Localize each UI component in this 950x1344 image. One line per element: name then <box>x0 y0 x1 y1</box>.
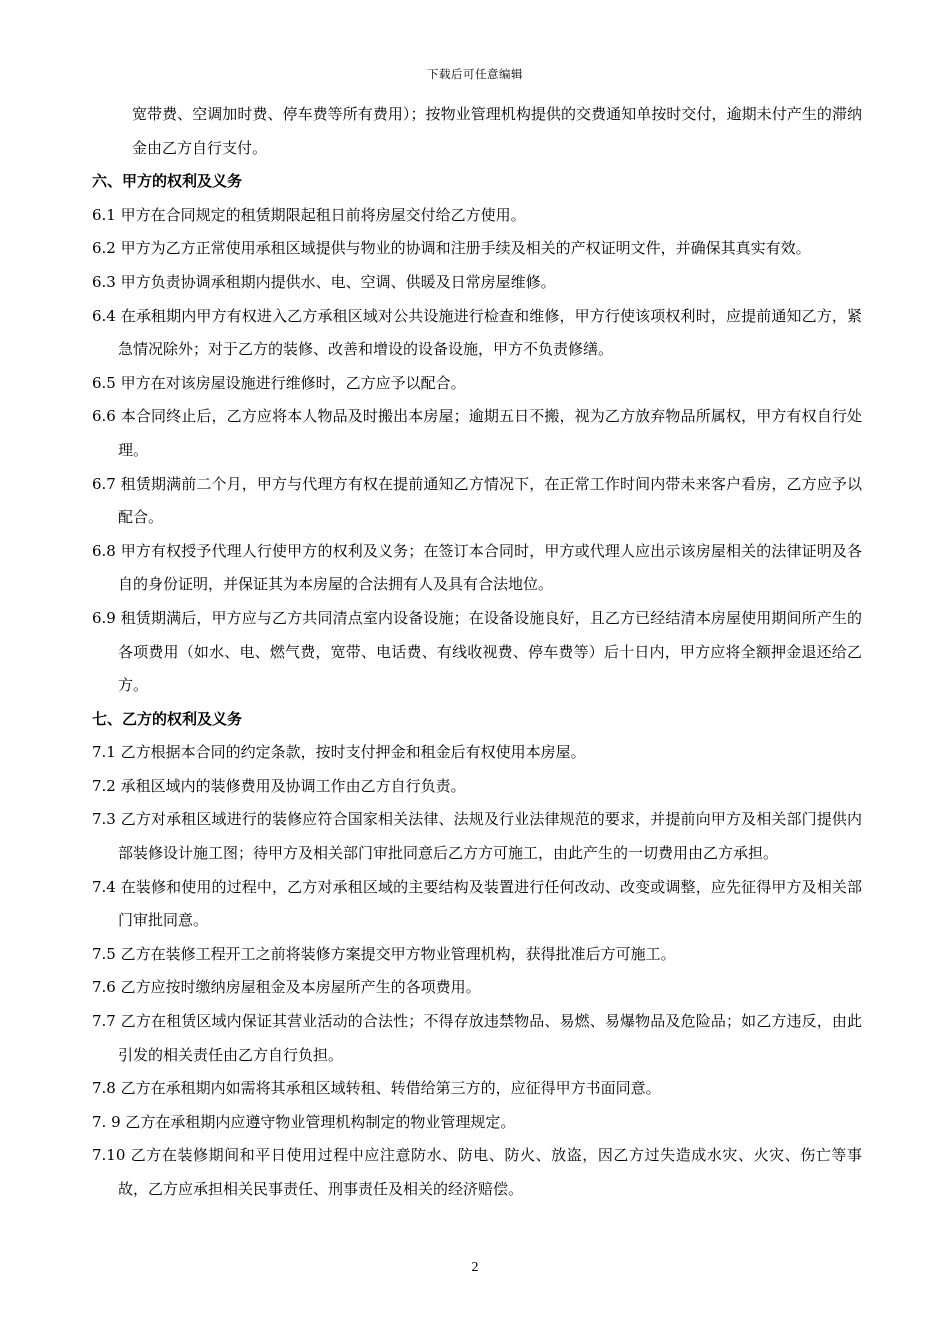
clause-7-6: 7.6 乙方应按时缴纳房屋租金及本房屋所产生的各项费用。 <box>92 978 481 997</box>
section-7-title: 七、乙方的权利及义务 <box>92 709 243 728</box>
clause-6-1: 6.1 甲方在合同规定的租赁期限起租日前将房屋交付给乙方使用。 <box>92 205 526 224</box>
clause-7-8: 7.8 乙方在承租期内如需将其承租区域转租、转借给第三方的，应征得甲方书面同意。 <box>92 1079 661 1098</box>
clause-6-9: 6.9 租赁期满后，甲方应与乙方共同清点室内设备设施；在设备设施良好，且乙方已经结清本房屋使用期间所产生的各项费用（如水、电、燃气费，宽带、电话费、有线收视费、停车费等）后十日内，甲方应将全额押金退还给乙方。 <box>92 608 862 695</box>
clause-7-3: 7.3 乙方对承租区域进行的装修应符合国家相关法律、法规及行业法律规范的要求，并提前向甲方及相关部门提供内部装修设计施工图；待甲方及相关部门审批同意后乙方方可施工，由此产生的一切费用由乙方承担。 <box>92 810 862 863</box>
section-6-title: 六、甲方的权利及义务 <box>92 172 243 191</box>
continuation-paragraph: 宽带费、空调加时费、停车费等所有费用）；按物业管理机构提供的交费通知单按时交付，逾期未付产生的滞纳金由乙方自行支付。 <box>132 105 862 157</box>
clause-7-10: 7.10 乙方在装修期间和平日使用过程中应注意防水、防电、防火、放盗，因乙方过失造成水灾、火灾、伤亡等事故，乙方应承担相关民事责任、刑事责任及相关的经济赔偿。 <box>92 1146 862 1198</box>
clause-7-2: 7.2 承租区域内的装修费用及协调工作由乙方自行负责。 <box>92 776 466 795</box>
clause-7-4: 7.4 在装修和使用的过程中，乙方对承租区域的主要结构及装置进行任何改动、改变或调整，应先征得甲方及相关部门审批同意。 <box>92 877 862 930</box>
clause-7-1: 7.1 乙方根据本合同的约定条款，按时支付押金和租金后有权使用本房屋。 <box>92 743 586 762</box>
clause-6-3: 6.3 甲方负责协调承租期内提供水、电、空调、供暖及日常房屋维修。 <box>92 272 556 291</box>
clause-6-6: 6.6 本合同终止后，乙方应将本人物品及时搬出本房屋；逾期五日不搬，视为乙方放弃物品所属权，甲方有权自行处理。 <box>92 407 862 459</box>
clause-7-7: 7.7 乙方在租赁区域内保证其营业活动的合法性；不得存放违禁物品、易燃、易爆物品及危险品；如乙方违反，由此引发的相关责任由乙方自行负担。 <box>92 1012 862 1064</box>
clause-7-5: 7.5 乙方在装修工程开工之前将装修方案提交甲方物业管理机构，获得批准后方可施工。 <box>92 944 676 963</box>
clause-6-4: 6.4 在承租期内甲方有权进入乙方承租区域对公共设施进行检查和维修，甲方行使该项权利时，应提前通知乙方，紧急情况除外；对于乙方的装修、改善和增设的设备设施，甲方不负责修缮。 <box>92 306 862 359</box>
clause-6-2: 6.2 甲方为乙方正常使用承租区域提供与物业的协调和注册手续及相关的产权证明文件，并确保其真实有效。 <box>92 239 811 258</box>
document-body <box>92 98 862 1207</box>
page-header: 下载后可任意编辑 <box>427 67 523 81</box>
clause-6-5: 6.5 甲方在对该房屋设施进行维修时，乙方应予以配合。 <box>92 373 466 392</box>
page-number: 2 <box>471 1260 479 1275</box>
clause-6-8: 6.8 甲方有权授予代理人行使甲方的权利及义务；在签订本合同时，甲方或代理人应出示该房屋相关的法律证明及各自的身份证明，并保证其为本房屋的合法拥有人及具有合法地位。 <box>92 541 862 594</box>
clause-6-7: 6.7 租赁期满前二个月，甲方与代理方有权在提前通知乙方情况下，在正常工作时间内带未来客户看房，乙方应予以配合。 <box>92 474 862 527</box>
clause-7-9: 7. 9 乙方在承租期内应遵守物业管理机构制定的物业管理规定。 <box>92 1112 516 1131</box>
